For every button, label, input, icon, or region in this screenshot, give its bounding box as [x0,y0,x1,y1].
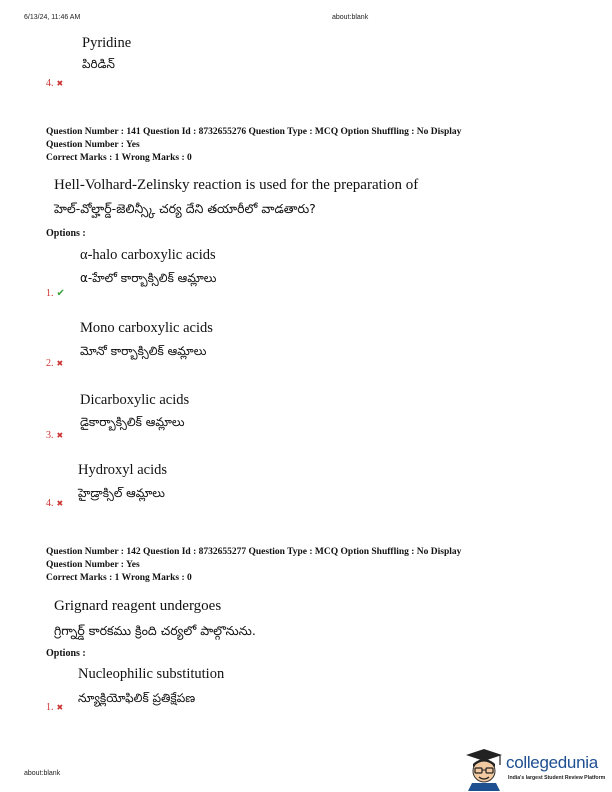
prev-option-telugu: పిరిడిన్ [82,57,115,71]
q141-option-4-number: 4. ✖ [46,498,64,509]
q142-meta-line-2: Question Number : Yes [46,560,140,570]
q141-question-english: Hell-Volhard-Zelinsky reaction is used for the preparation of [54,177,419,193]
q141-option-4-telugu: హైడ్రాక్సిల్ ఆమ్లాలు [78,486,165,500]
q141-option-2-telugu: మోనో కార్బాక్సిలిక్ ఆమ్లాలు [80,344,207,358]
q141-meta-line-2: Question Number : Yes [46,140,140,150]
q141-meta-line-1: Question Number : 141 Question Id : 8732655276 Question Type : MCQ Option Shuffling : No Display [46,127,462,137]
q142-meta-line-1: Question Number : 142 Question Id : 8732655277 Question Type : MCQ Option Shuffling : No Display [46,547,462,557]
q142-question-english: Grignard reagent undergoes [54,598,222,614]
wrong-mark-icon: ✖ [56,431,64,440]
brand-name: collegedunia [506,753,598,772]
wrong-mark-icon: ✖ [56,79,64,88]
q141-option-1-number: 1. ✔ [46,288,65,299]
prev-option-number: 4. ✖ [46,78,64,89]
q142-option-1-telugu: న్యూక్లియోఫిలిక్ ప్రతిక్షేపణ [78,691,196,705]
brand-tagline: India's largest Student Review Platform [508,775,606,781]
q141-option-3-number: 3. ✖ [46,430,64,441]
q141-option-2-number: 2. ✖ [46,358,64,369]
q141-option-1-telugu: α-హేలో కార్బాక్సిలిక్ ఆమ్లాలు [80,271,217,285]
mascot-icon [462,747,504,791]
prev-option-english: Pyridine [82,35,132,51]
q142-option-1-number: 1. ✖ [46,702,64,713]
wrong-mark-icon: ✖ [56,359,64,368]
q141-option-1-english: α-halo carboxylic acids [80,247,216,263]
q141-options-label: Options : [46,228,86,239]
q141-question-telugu: హెల్-వోల్హార్డ్-జెలిన్స్కీ చర్య దేని తయారీలో వాడతారు? [54,201,316,216]
q142-options-label: Options : [46,648,86,659]
q141-option-3-english: Dicarboxylic acids [80,392,190,408]
wrong-mark-icon: ✖ [56,703,64,712]
q141-option-4-english: Hydroxyl acids [78,462,167,478]
correct-check-icon: ✔ [56,288,65,299]
q142-meta-line-3: Correct Marks : 1 Wrong Marks : 0 [46,573,192,583]
wrong-mark-icon: ✖ [56,499,64,508]
q141-meta-line-3: Correct Marks : 1 Wrong Marks : 0 [46,153,192,163]
q142-option-1-english: Nucleophilic substitution [78,666,225,682]
print-footer-url: about:blank [24,770,61,777]
print-page-url: about:blank [332,14,369,21]
q141-option-3-telugu: డైకార్బాక్సిలిక్ ఆమ్లాలు [80,415,185,429]
collegedunia-logo [462,747,612,792]
q141-option-2-english: Mono carboxylic acids [80,320,213,336]
print-datetime: 6/13/24, 11:46 AM [24,14,81,21]
q142-question-telugu: గ్రిగ్నార్డ్ కారకము క్రింది చర్యలో పాల్గొనును. [54,623,256,638]
